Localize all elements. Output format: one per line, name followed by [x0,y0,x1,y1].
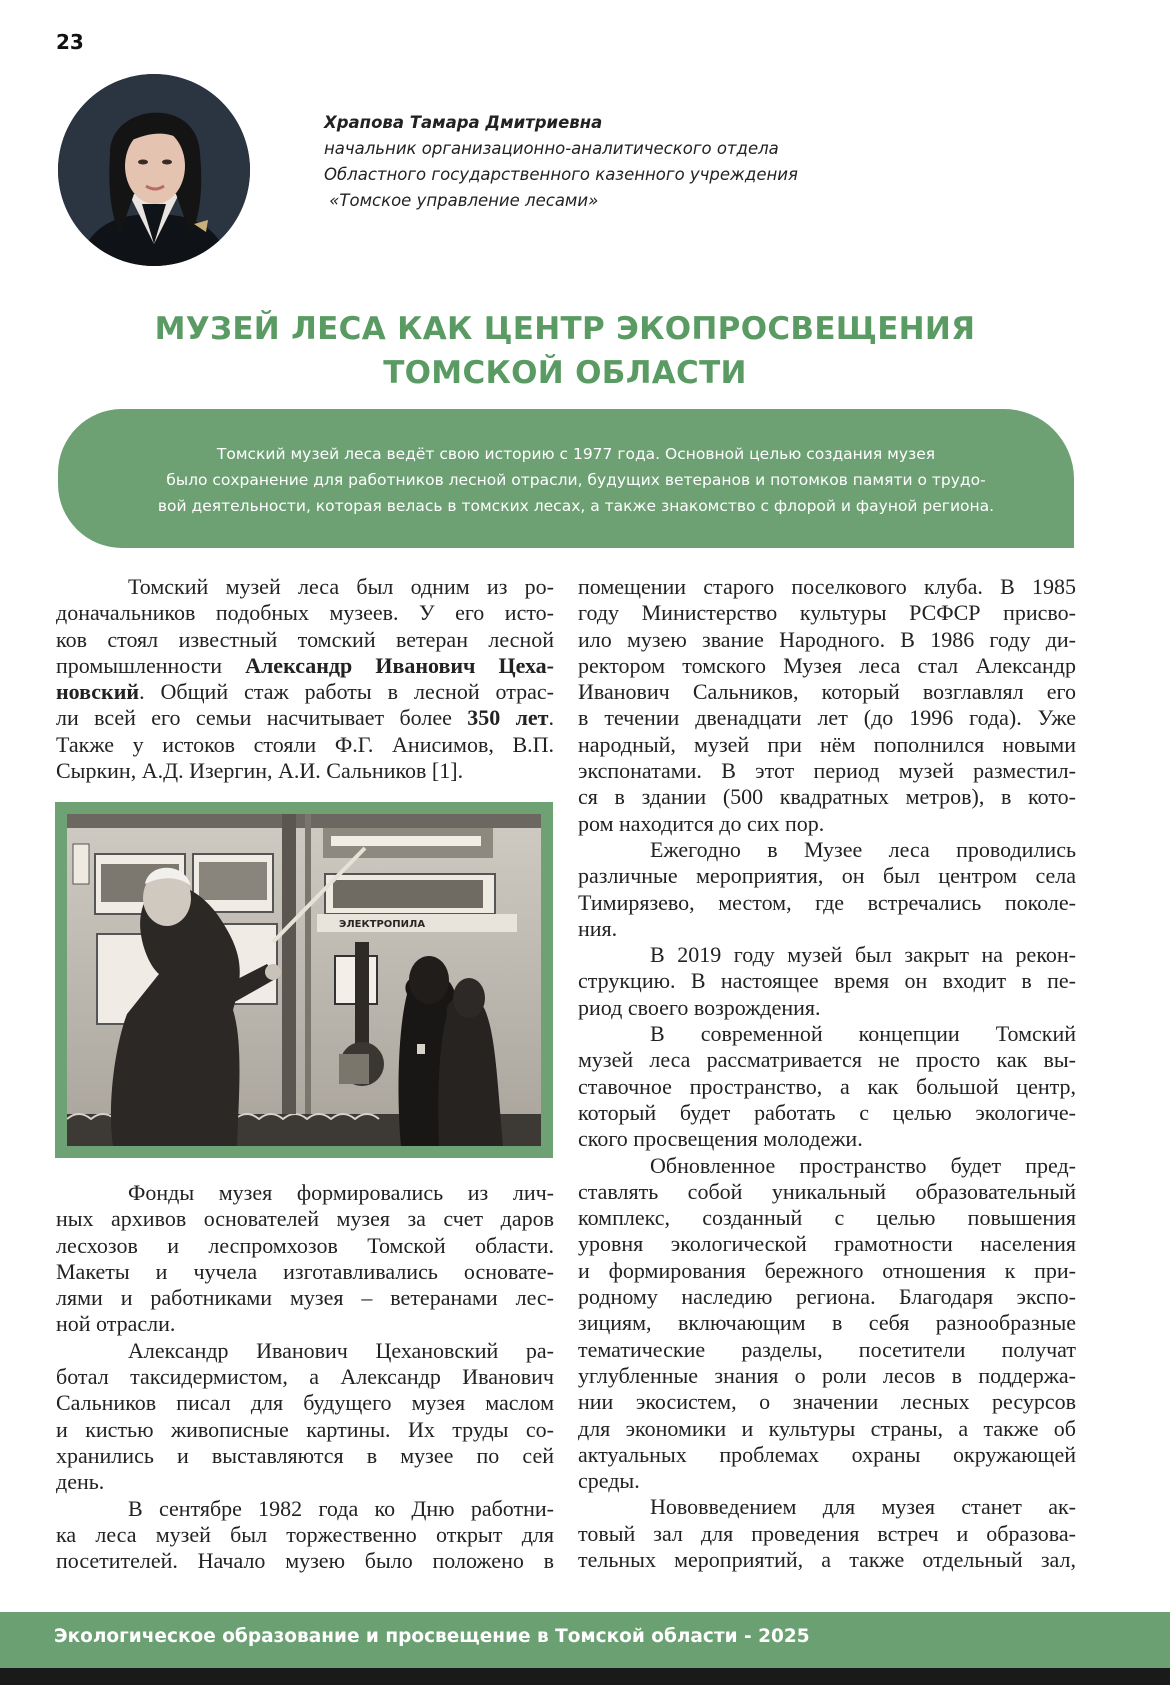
text-line: и формирования бережного отношения к при- [578,1257,1076,1283]
text-line: Иванович Сальников, который возглавлял его [578,679,1076,705]
text-line: ставлять собой уникальный образовательный [578,1178,1076,1204]
text-line: ков стоял известный томский ветеран лесной [56,626,554,652]
article-title [0,307,1130,395]
text-line: родному наследию региона. Благодаря экспо- [578,1284,1076,1310]
footer-text: Экологическое образование и просвещение в Томской области - 2025 [54,1626,810,1647]
left-column-paragraphs [56,1180,554,1574]
title-line: МУЗЕЙ ЛЕСА КАК ЦЕНТР ЭКОПРОСВЕЩЕНИЯ [154,311,976,347]
text-line: Также у истоков стояли Ф.Г. Анисимов, В.П. [56,731,554,757]
lead-line: Томский музей леса ведёт свою историю с 1977 года. Основной целью создания музея [216,445,936,463]
text-line: Тимирязево, местом, где встречались поколе- [578,889,1076,915]
text-line: тельных мероприятий, а также отдельный зал, [578,1546,1076,1572]
text-line: различные мероприятия, он был центром села [578,863,1076,889]
text-run: ли всей его семьи насчитывает более [56,705,468,731]
text-line [56,653,554,679]
text-line: тематические разделы, посетители получат [578,1336,1076,1362]
text-line: лями и работниками музея – ветеранами лес- [56,1285,554,1311]
text-run: промышленности [56,652,246,678]
text-line: комплекс, созданный с целью повышения [578,1205,1076,1231]
left-column-paragraph-1 [56,574,554,784]
bold-years: 350 лет [467,705,549,731]
text-line: Фонды музея формировались из лич- [128,1180,554,1205]
text-line: день. [56,1469,105,1495]
text-line: посетителей. Начало музею было положено в [56,1548,554,1574]
text-line: экспонатами. В этот период музей разместил- [578,758,1076,784]
bold-name: новский [56,679,140,705]
text-line: Сальников писал для будущего музея маслом [56,1390,554,1416]
right-column [578,574,1076,1573]
bold-name: Александр Иванович Цеха- [245,652,554,678]
text-line: углубленные знания о роли лесов в поддержа- [578,1362,1076,1388]
text-line: году Министерство культуры РСФСР присво- [578,600,1076,626]
text-line: зициям, включающим в себя разнообразные [578,1310,1076,1336]
archive-photo [67,814,541,1146]
author-portrait [58,74,250,266]
text-line: В современной концепции Томский [650,1021,1076,1047]
text-line: ся в здании (500 квадратных метров), в кото- [578,784,1076,810]
author-organization: Областного государственного казенного учреждения [324,165,798,184]
text-line: В сентябре 1982 года ко Дню работни- [128,1495,554,1521]
text-line: Обновленное пространство будет пред- [650,1152,1076,1178]
text-run: . [548,705,554,731]
text-line: в течении двенадцати лет (до 1996 года). Уже [578,705,1076,731]
text-line: среды. [578,1468,640,1494]
text-line: ных архивов основателей музея за счет даров [56,1206,554,1232]
archive-photo-frame [55,802,553,1158]
text-line: лесхозов и леспромхозов Томской области. [56,1232,554,1258]
text-line: и кистью живописные картины. Их труды со- [56,1416,554,1442]
text-line: ректором томского Музея леса стал Александр [578,652,1076,678]
text-line: музей леса рассматривается не просто как вы- [578,1047,1076,1073]
text-line: хранились и выставляются в музее по сей [56,1442,554,1468]
photo-sign-text: ЭЛЕКТРОПИЛА [339,919,426,930]
text-line: уровня экологической грамотности населения [578,1231,1076,1257]
text-line [56,679,554,705]
text-line [56,705,554,731]
author-info [324,110,884,214]
text-line: ной отрасли. [56,1311,176,1337]
text-line: ставочное пространство, а как большой центр, [578,1073,1076,1099]
text-line: Сыркин, А.Д. Изергин, А.И. Сальников [1]. [56,758,464,784]
text-line: струкцию. В настоящее время он входит в пе- [578,968,1076,994]
text-line: ка леса музей был торжественно открыт для [56,1521,554,1547]
title-line: ТОМСКОЙ ОБЛАСТИ [383,355,747,391]
lead-line: вой деятельности, которая велась в томских лесах, а также знакомство с флорой и фауной региона. [157,497,995,515]
text-line: ром находится до сих пор. [578,810,825,836]
text-line: Нововведением для музея станет ак- [650,1494,1076,1520]
text-line: помещении старого поселкового клуба. В 1985 [578,574,1076,599]
text-line: который будет работать с целью экологиче- [578,1099,1076,1125]
page-footer [0,1612,1170,1668]
text-line: В 2019 году музей был закрыт на рекон- [650,942,1076,968]
author-position: начальник организационно-аналитического отдела [324,139,779,158]
text-line: ботал таксидермистом, а Александр Иванович [56,1364,554,1390]
lead-text [118,441,1034,519]
text-line: народный, музей при нём пополнился новыми [578,731,1076,757]
text-line: актуальных проблемах охраны окружающей [578,1441,1076,1467]
text-line: Александр Иванович Цехановский ра- [128,1337,554,1363]
text-line: риод своего возрождения. [578,994,821,1020]
text-line: доначальников подобных музеев. У его исто- [56,600,554,626]
text-line: Ежегодно в Музее леса проводились [650,836,1076,862]
page-number: 23 [56,30,84,54]
text-line: нии экосистем, о значении лесных ресурсов [578,1389,1076,1415]
text-line: для экономики и культуры страны, а также об [578,1415,1076,1441]
author-name: Храпова Тамара Дмитриевна [324,113,603,132]
text-line: ния. [578,915,618,941]
author-organization-name: «Томское управление лесами» [324,191,599,210]
text-run: . Общий стаж работы в лесной отрас- [139,679,554,705]
text-line: Макеты и чучела изготавливались основате- [56,1258,554,1284]
text-line: товый зал для проведения встреч и образова- [578,1520,1076,1546]
lead-line: было сохранение для работников лесной отрасли, будущих ветеранов и потомков памяти о трудо- [166,471,986,489]
text-line: ило музею звание Народного. В 1986 году ди- [578,626,1076,652]
bottom-strip [0,1668,1170,1685]
text-line: Томский музей леса был одним из ро- [128,574,554,599]
text-line: ского просвещения молодежи. [578,1126,863,1152]
lead-box [58,409,1074,548]
